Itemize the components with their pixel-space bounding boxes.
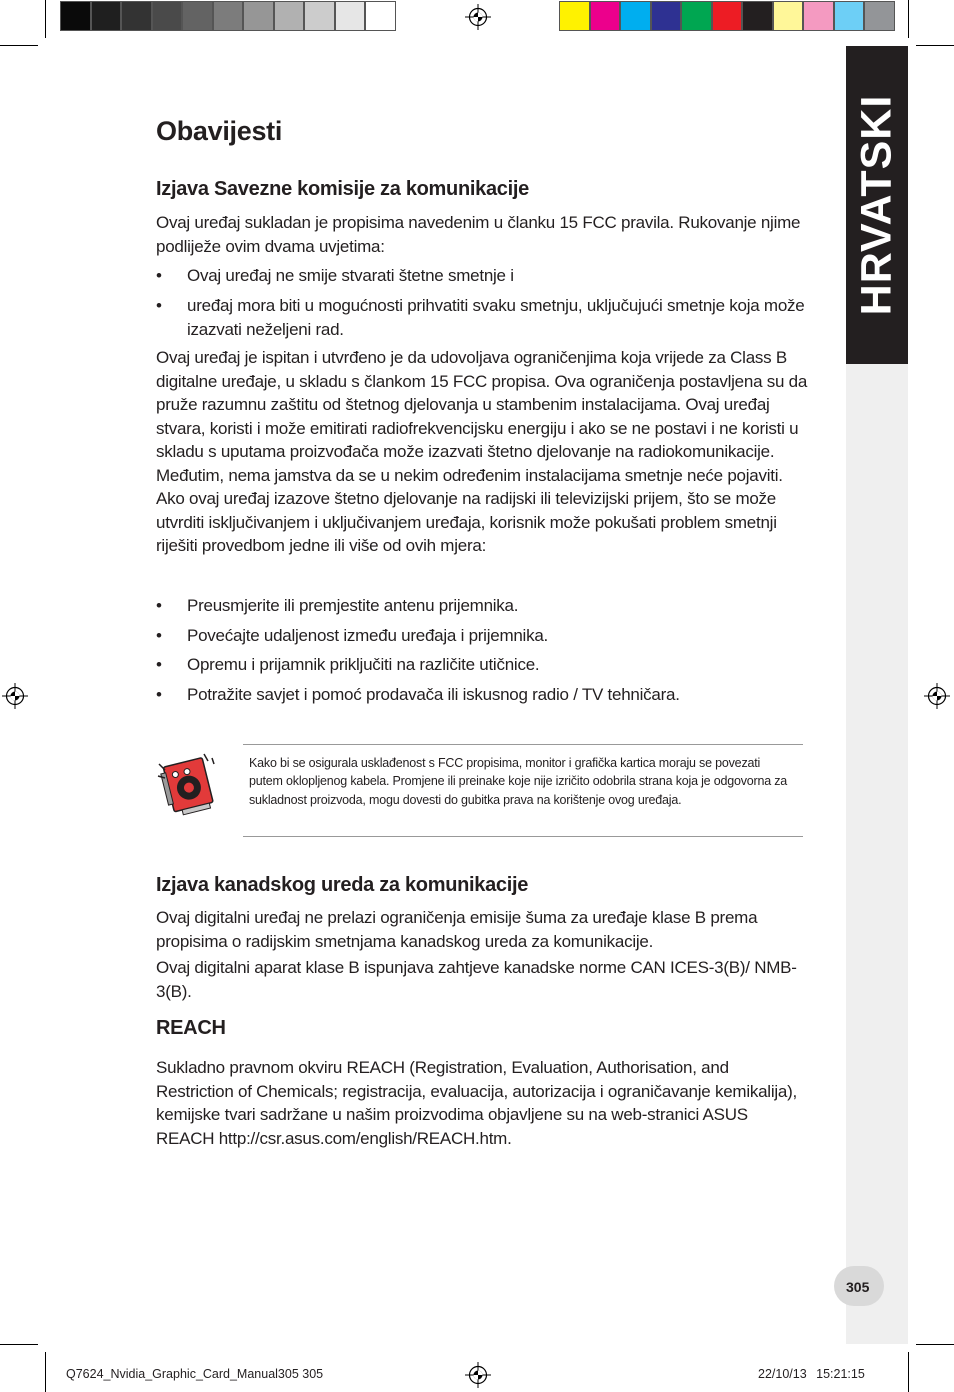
warning-graphics-card-icon bbox=[156, 750, 218, 818]
crop-mark bbox=[908, 0, 909, 38]
color-swatch bbox=[559, 1, 590, 31]
reach-body: Sukladno pravnom okviru REACH (Registration, Evaluation, Authorisation, and Restriction of Chemicals; registracija, evaluacija, autorizacija i ograničavanje kemikalija), kemijske tvari sadržane u našim proizvodima objavljene su na web-stranici ASUS REACH http://csr.asus.com/english/REACH.htm. bbox=[156, 1058, 797, 1148]
color-swatch bbox=[365, 1, 396, 31]
bullet-icon: • bbox=[156, 626, 162, 645]
color-swatch bbox=[182, 1, 213, 31]
bullet-icon: • bbox=[156, 655, 162, 674]
bullet-icon: • bbox=[156, 685, 162, 704]
bullet-icon: • bbox=[156, 266, 162, 285]
registration-mark-icon bbox=[465, 1362, 491, 1388]
language-tab-label: HRVATSKI bbox=[852, 94, 901, 316]
canada-paragraph: Ovaj digitalni uređaj ne prelazi ograničenja emisije šuma za uređaje klase B prema propisima o radijskim smetnjama kanadskog ureda za komunikacije. bbox=[156, 908, 758, 951]
registration-mark-icon bbox=[465, 4, 491, 30]
color-swatch bbox=[773, 1, 804, 31]
color-swatch bbox=[304, 1, 335, 31]
color-swatch bbox=[681, 1, 712, 31]
color-swatch bbox=[864, 1, 895, 31]
canada-paragraph: Ovaj digitalni aparat klase B ispunjava zahtjeve kanadske norme CAN ICES-3(B)/ NMB-3(B). bbox=[156, 958, 797, 1001]
fcc-heading: Izjava Savezne komisije za komunikacije bbox=[156, 178, 529, 200]
note-text: Kako bi se osigurala usklađenost s FCC propisima, monitor i grafička kartica moraju se povezati putem oklopljenog kabela. Promjene ili preinake koje nije izričito odobrila strana koja je odgovorna za sukladnost proizvoda, mogu dovesti do gubitka prava na korištenje ovog uređaja. bbox=[249, 756, 788, 807]
color-swatch bbox=[803, 1, 834, 31]
crop-mark bbox=[0, 45, 38, 46]
registration-mark-icon bbox=[2, 683, 28, 709]
bullet-icon: • bbox=[156, 296, 162, 315]
crop-mark bbox=[45, 0, 46, 38]
registration-mark-icon bbox=[924, 683, 950, 709]
color-swatch bbox=[60, 1, 91, 31]
crop-mark bbox=[908, 1352, 909, 1392]
crop-mark bbox=[916, 1344, 954, 1345]
side-strip bbox=[846, 364, 908, 1344]
fcc-intro: Ovaj uređaj sukladan je propisima navedenim u članku 15 FCC pravila. Rukovanje njime podliježe ovim dvama uvjetima: bbox=[156, 213, 801, 256]
color-swatch bbox=[590, 1, 621, 31]
crop-mark bbox=[0, 1344, 38, 1345]
reach-heading: REACH bbox=[156, 1017, 226, 1039]
color-swatch bbox=[834, 1, 865, 31]
crop-mark bbox=[916, 45, 954, 46]
color-swatch bbox=[742, 1, 773, 31]
color-swatch bbox=[274, 1, 305, 31]
bullet-icon: • bbox=[156, 596, 162, 615]
color-swatch bbox=[335, 1, 366, 31]
color-swatch bbox=[712, 1, 743, 31]
color-swatch bbox=[121, 1, 152, 31]
footer-filename: Q7624_Nvidia_Graphic_Card_Manual305 305 bbox=[66, 1367, 324, 1381]
color-swatch bbox=[91, 1, 122, 31]
fcc-body: Ovaj uređaj je ispitan i utvrđeno je da udovoljava ograničenjima koja vrijede za Class B digitalne uređaje, u skladu s člankom 15 FCC propisa. Ova ograničenja postavljena su da pruže razumnu zaštitu od štetnog djelovanja u stambenim instalacijama. Ovaj uređaj stvara, koristi i može emitirati radiofrekvencijsku energiju i ako se ne postavi i ne koristi u skladu s uputama proizvođača može izazvati štetno djelovanje na radiokomunikacije. Međutim, nema jamstva da se u nekim određenim instalacijama smetnje neće pojaviti. Ako ovaj uređaj izazove štetno djelovanje na radijski ili televizijski prijem, što se može utvrditi isključivanjem i uključivanjem uređaja, korisnik može pokušati problem smetnji riješiti provedbom jedne ili više od ovih mjera: bbox=[156, 348, 808, 555]
canada-heading: Izjava kanadskog ureda za komunikacije bbox=[156, 874, 529, 896]
page-title: Obavijesti bbox=[156, 116, 283, 146]
color-swatch bbox=[620, 1, 651, 31]
color-swatch bbox=[152, 1, 183, 31]
footer-datetime: 22/10/13 15:21:15 bbox=[758, 1367, 865, 1381]
crop-mark bbox=[45, 1352, 46, 1392]
color-swatch bbox=[651, 1, 682, 31]
page-number: 305 bbox=[846, 1279, 870, 1295]
color-swatch bbox=[243, 1, 274, 31]
color-swatch bbox=[213, 1, 244, 31]
